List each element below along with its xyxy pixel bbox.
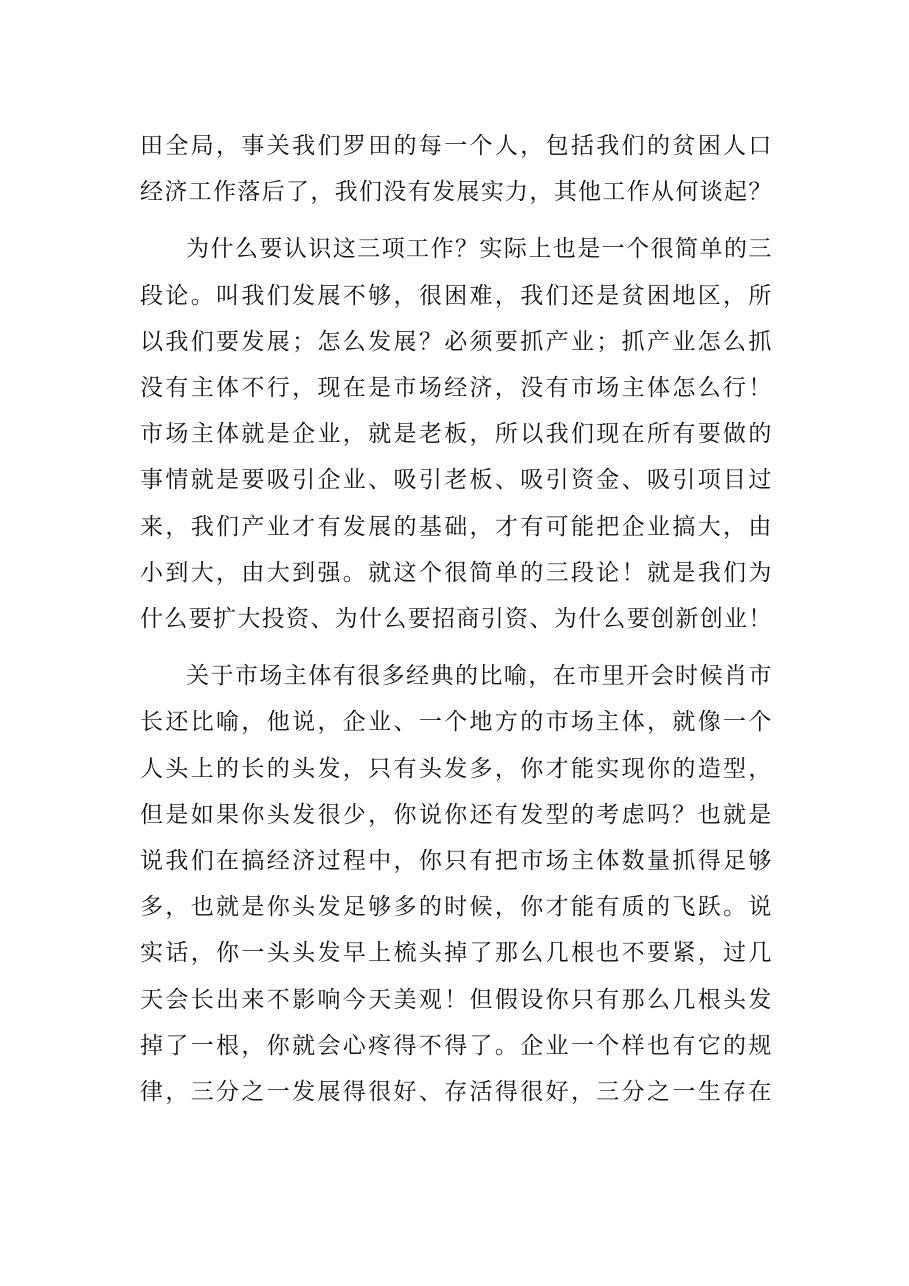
- paragraph-2-line-8: 小到大，由大到强。就这个很简单的三段论！就是我们为: [140, 559, 772, 586]
- paragraph-1-line-1: 田全局，事关我们罗田的每一个人，包括我们的贫困人口: [140, 133, 772, 159]
- paragraph-2-line-2: 段论。叫我们发展不够，很困难，我们还是贫困地区，所: [140, 282, 772, 309]
- paragraph-2: [140, 226, 772, 642]
- paragraph-2-line-6: 事情就是要吸引企业、吸引老板、吸引资金、吸引项目过: [140, 467, 772, 494]
- paragraph-3-line-5: 说我们在搞经济过程中，你只有把市场主体数量抓得足够: [140, 848, 772, 875]
- paragraph-1: [140, 123, 772, 215]
- paragraph-3-line-4: 但是如果你头发很少，你说你还有发型的考虑吗？也就是: [140, 801, 772, 828]
- paragraph-3-line-2: 长还比喻，他说，企业、一个地方的市场主体，就像一个: [140, 709, 772, 736]
- paragraph-1-line-2: 经济工作落后了，我们没有发展实力，其他工作从何谈起？: [140, 179, 772, 206]
- paragraph-3-line-6: 多，也就是你头发足够多的时候，你才能有质的飞跃。说: [140, 894, 772, 921]
- paragraph-2-line-7: 来，我们产业才有发展的基础，才有可能把企业搞大，由: [140, 513, 772, 540]
- paragraph-3-line-1: 关于市场主体有很多经典的比喻，在市里开会时候肖市: [186, 663, 772, 690]
- paragraph-2-line-5: 市场主体就是企业，就是老板，所以我们现在所有要做的: [140, 421, 772, 448]
- paragraph-2-line-3: 以我们要发展；怎么发展？必须要抓产业；抓产业怎么抓: [140, 328, 772, 355]
- paragraph-2-line-9: 什么要扩大投资、为什么要招商引资、为什么要创新创业！: [140, 606, 772, 633]
- paragraph-3: [140, 653, 772, 1115]
- paragraph-3-line-7: 实话，你一头头发早上梳头掉了那么几根也不要紧，过几: [140, 940, 772, 967]
- paragraph-3-line-8: 天会长出来不影响今天美观！但假设你只有那么几根头发: [140, 986, 772, 1013]
- paragraph-2-line-4: 没有主体不行，现在是市场经济，没有市场主体怎么行！: [140, 375, 772, 402]
- paragraph-2-line-1: 为什么要认识这三项工作？实际上也是一个很简单的三: [186, 236, 772, 263]
- paragraph-3-line-10: 律，三分之一发展得很好、存活得很好，三分之一生存在: [140, 1079, 772, 1106]
- paragraph-3-line-9: 掉了一根，你就会心疼得不得了。企业一个样也有它的规: [140, 1032, 772, 1059]
- paragraph-3-line-3: 人头上的长的头发，只有头发多，你才能实现你的造型，: [140, 755, 772, 782]
- document-body: [140, 123, 772, 1115]
